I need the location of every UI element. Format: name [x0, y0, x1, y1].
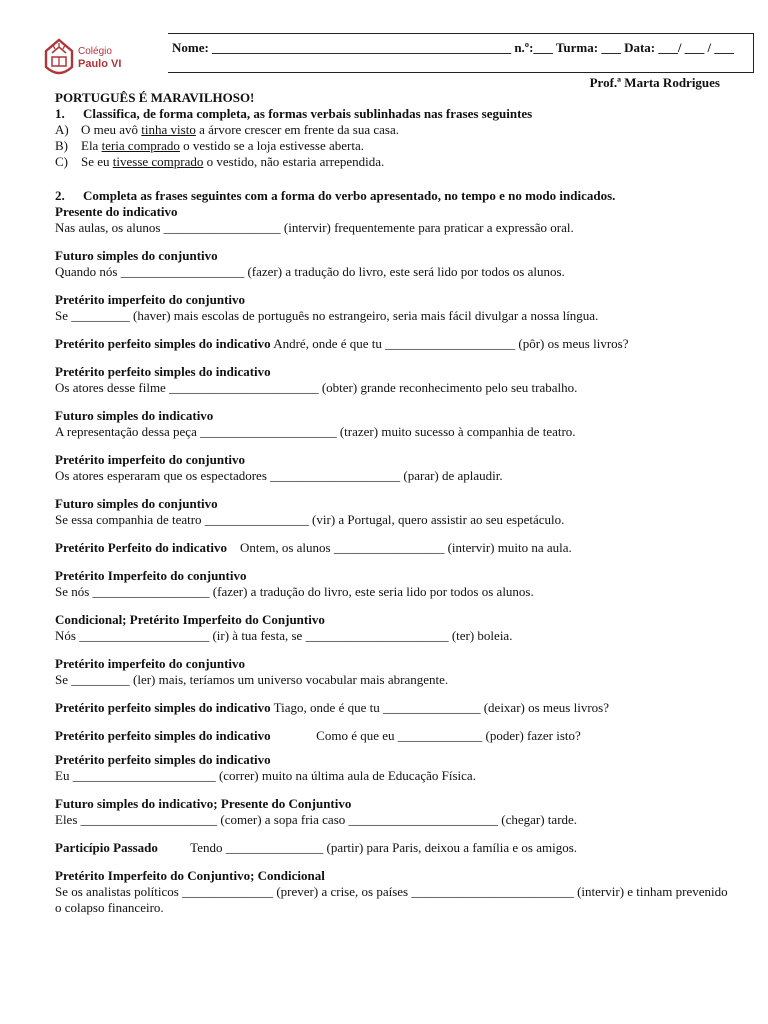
exercise-item	[55, 568, 730, 600]
exercise-sentence: Se _________ (haver) mais escolas de português no estrangeiro, seria mais fácil divulgar a nossa língua.	[55, 308, 599, 323]
logo-line-2: Paulo VI	[78, 58, 122, 70]
option-c	[55, 154, 730, 170]
option-letter: A)	[55, 122, 69, 137]
tense-label: Pretérito imperfeito do conjuntivo	[55, 656, 246, 671]
tense-label: Particípio Passado	[55, 840, 158, 855]
exercise-sentence: Se _________ (ler) mais, teríamos um universo vocabular mais abrangente.	[55, 672, 449, 687]
tense-label: Pretérito perfeito simples do indicativo	[55, 752, 271, 767]
option-a	[55, 122, 730, 138]
question-number: 1.	[55, 106, 65, 121]
student-info-box	[168, 33, 754, 73]
question-2	[55, 188, 730, 916]
tense-label: Pretérito imperfeito do conjuntivo	[55, 452, 246, 467]
question-text: Classifica, de forma completa, as formas verbais sublinhadas nas frases seguintes	[83, 106, 533, 121]
teacher-name: Prof.ª Marta Rodrigues	[589, 75, 720, 90]
tense-label: Pretérito Imperfeito do conjuntivo	[55, 568, 247, 583]
exercise-item	[55, 248, 730, 280]
exercise-sentence: Os atores desse filme _______________________ (obter) grande reconhecimento pelo seu trabalho.	[55, 380, 578, 395]
exercise-item	[55, 204, 730, 236]
school-crest-icon	[44, 37, 74, 79]
exercise-sentence: Os atores esperaram que os espectadores ____________________ (parar) de aplaudir.	[55, 468, 503, 483]
underlined-verb: tivesse comprado	[112, 154, 204, 169]
tense-label: Condicional; Pretérito Imperfeito do Conjuntivo	[55, 612, 325, 627]
exercise-item	[55, 840, 730, 856]
question-number: 2.	[55, 188, 65, 203]
question-1	[55, 106, 730, 170]
exercise-item	[55, 496, 730, 528]
exercise-item	[55, 728, 730, 744]
option-letter: B)	[55, 138, 68, 153]
exercise-sentence: Se essa companhia de teatro ________________ (vir) a Portugal, quero assistir ao seu espetáculo.	[55, 512, 565, 527]
tense-label: Futuro simples do indicativo	[55, 408, 214, 423]
tense-label: Futuro simples do conjuntivo	[55, 248, 218, 263]
option-text-pre: O meu avô	[81, 122, 142, 137]
underlined-verb: teria comprado	[101, 138, 180, 153]
exercise-item	[55, 408, 730, 440]
student-info-line: Nome: ______________________________________________ n.º:___ Turma: ___ Data: ___/ ___ / ___	[172, 40, 734, 55]
worksheet-title: PORTUGUÊS É MARAVILHOSO!	[55, 90, 255, 105]
exercise-sentence: Ontem, os alunos _________________ (intervir) muito na aula.	[226, 540, 572, 555]
exercise-sentence: Se nós __________________ (fazer) a tradução do livro, este seria lido por todos os alunos.	[55, 584, 534, 599]
exercise-item	[55, 452, 730, 484]
exercise-sentence: Eles _____________________ (comer) a sopa fria caso _______________________ (chegar) tarde.	[55, 812, 578, 827]
tense-label: Pretérito Perfeito do indicativo	[55, 540, 227, 555]
exercise-sentence: A representação dessa peça _____________________ (trazer) muito sucesso à companhia de teatro.	[55, 424, 576, 439]
exercise-sentence: Nós ____________________ (ir) à tua festa, se ______________________ (ter) boleia.	[55, 628, 513, 643]
exercise-sentence: Como é que eu _____________ (poder) fazer isto?	[270, 728, 581, 743]
option-b	[55, 138, 730, 154]
exercise-item	[55, 796, 730, 828]
exercise-sentence: Se os analistas políticos ______________ (prever) a crise, os países _________________________ (intervir) e tinham prevenido o colapso financeiro.	[55, 884, 728, 915]
exercise-item	[55, 364, 730, 396]
exercise-item	[55, 612, 730, 644]
exercise-sentence: Tendo _______________ (partir) para Paris, deixou a família e os amigos.	[157, 840, 578, 855]
tense-label: Pretérito Imperfeito do Conjuntivo; Condicional	[55, 868, 325, 883]
tense-label: Pretérito perfeito simples do indicativo	[55, 364, 271, 379]
question-text: Completa as frases seguintes com a forma do verbo apresentado, no tempo e no modo indicados.	[83, 188, 616, 203]
exercise-item	[55, 656, 730, 688]
exercise-sentence: Nas aulas, os alunos __________________ (intervir) frequentemente para praticar a expressão oral.	[55, 220, 574, 235]
exercise-sentence: André, onde é que tu ____________________ (pôr) os meus livros?	[270, 336, 629, 351]
school-logo	[44, 37, 121, 79]
logo-line-1: Colégio	[78, 46, 112, 57]
option-text-pre: Ela	[81, 138, 102, 153]
tense-label: Presente do indicativo	[55, 204, 178, 219]
exercise-sentence: Tiago, onde é que tu _______________ (deixar) os meus livros?	[270, 700, 609, 715]
option-letter: C)	[55, 154, 68, 169]
tense-label: Futuro simples do conjuntivo	[55, 496, 218, 511]
tense-label: Futuro simples do indicativo; Presente do Conjuntivo	[55, 796, 352, 811]
tense-label: Pretérito perfeito simples do indicativo	[55, 700, 271, 715]
exercise-item	[55, 700, 730, 716]
exercise-sentence: Quando nós ___________________ (fazer) a tradução do livro, este será lido por todos os alunos.	[55, 264, 565, 279]
tense-label: Pretérito imperfeito do conjuntivo	[55, 292, 246, 307]
option-text-pre: Se eu	[81, 154, 113, 169]
exercise-item	[55, 540, 730, 556]
exercise-item	[55, 336, 730, 352]
option-text-post: o vestido se a loja estivesse aberta.	[179, 138, 365, 153]
exercise-item	[55, 292, 730, 324]
worksheet-content	[55, 90, 730, 916]
exercise-item	[55, 868, 730, 916]
tense-label: Pretérito perfeito simples do indicativo	[55, 336, 271, 351]
option-text-post: a árvore crescer em frente da sua casa.	[195, 122, 400, 137]
option-text-post: o vestido, não estaria arrependida.	[203, 154, 385, 169]
exercise-sentence: Eu ______________________ (correr) muito na última aula de Educação Física.	[55, 768, 476, 783]
tense-label: Pretérito perfeito simples do indicativo	[55, 728, 271, 743]
underlined-verb: tinha visto	[141, 122, 196, 137]
exercise-item	[55, 752, 730, 784]
